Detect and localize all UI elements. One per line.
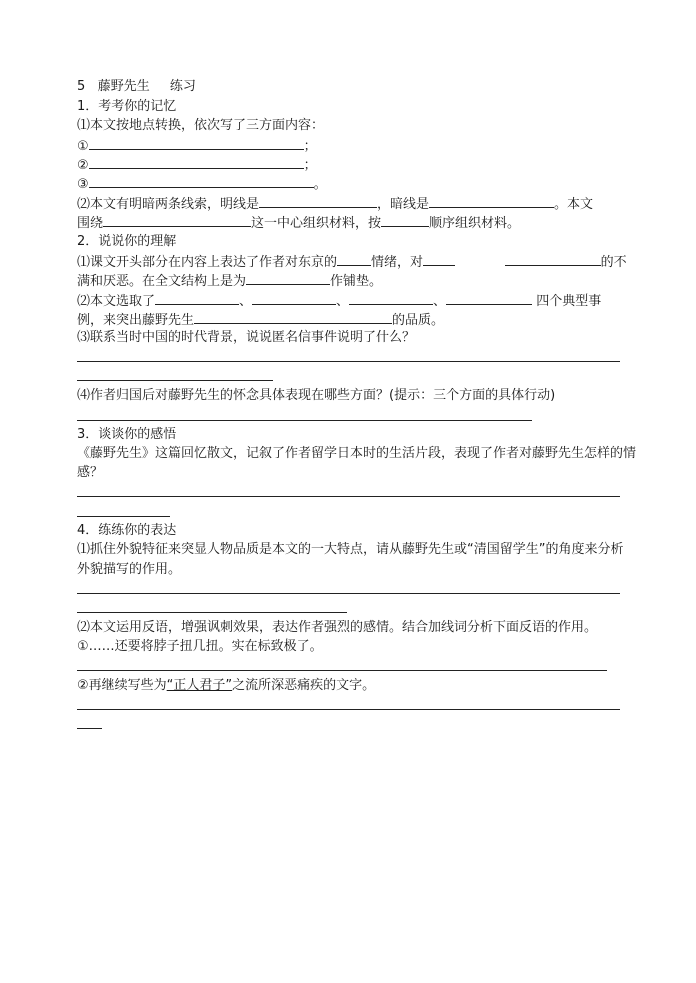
lesson-suffix: 练习 xyxy=(169,79,196,94)
answer-blank[interactable] xyxy=(505,253,601,266)
lesson-name: 藤野先生 xyxy=(97,79,150,94)
s4-question-1-line-2: 外貌描写的作用。 xyxy=(77,562,182,577)
answer-blank[interactable] xyxy=(155,292,239,305)
s4-question-2: ⑵本文运用反语，增强讽刺效果，表达作者强烈的感情。结合加线词分析下面反语的作用。 xyxy=(77,620,598,635)
answer-blank[interactable] xyxy=(381,214,429,227)
section-1-heading: 1．考考你的记忆 xyxy=(77,99,177,114)
underlined-phrase: “正人君子” xyxy=(166,678,233,693)
s2-question-3: ⑶联系当时中国的时代背景，说说匿名信事件说明了什么？ xyxy=(77,330,416,345)
s2-question-4: ⑷作者归国后对藤野先生的怀念具体表现在哪些方面？(提示：三个方面的具体行动) xyxy=(77,388,556,403)
s4-question-1-line-1: ⑴抓住外貌特征来突显人物品质是本文的一大特点，请从藤野先生或“清国留学生”的角度来分析 xyxy=(77,542,624,557)
s1-question-2-line-1: ⑵本文有明暗两条线索，明线是 ，暗线是 。本文 xyxy=(77,197,594,212)
s2-question-2-line-1: ⑵本文选取了 、 、 、 四个典型事 xyxy=(77,294,602,309)
s1-answer-1-row xyxy=(77,137,317,155)
section-3-heading: 3．谈谈你的感悟 xyxy=(77,427,177,442)
s1-question-1: ⑴本文按地点转换，依次写了三方面内容： xyxy=(77,118,325,133)
s2-question-1-line-2: 满和厌恶。在全文结构上是为 作铺垫。 xyxy=(77,274,383,289)
answer-line[interactable] xyxy=(77,496,620,497)
s2-question-2-line-2: 例，来突出藤野先生 的品质。 xyxy=(77,313,445,328)
marker-1: ① xyxy=(77,139,89,154)
answer-blank[interactable] xyxy=(429,195,554,208)
s3-question-line-2: 感？ xyxy=(77,465,104,480)
s1-answer-3-row xyxy=(77,175,327,193)
answer-line[interactable] xyxy=(77,612,347,613)
answer-line[interactable] xyxy=(77,593,620,594)
page-title xyxy=(77,79,196,95)
answer-line[interactable] xyxy=(77,670,607,671)
answer-line[interactable] xyxy=(77,728,102,729)
s1-question-2-line-2: 围绕 这一中心组织材料，按 顺序组织材料。 xyxy=(77,216,521,231)
answer-line[interactable] xyxy=(77,709,620,710)
s1-answer-2-row xyxy=(77,156,317,174)
answer-blank[interactable] xyxy=(252,292,336,305)
answer-blank[interactable] xyxy=(89,156,304,169)
answer-blank[interactable] xyxy=(89,137,304,150)
answer-blank[interactable] xyxy=(103,214,251,227)
semicolon: ； xyxy=(303,158,317,173)
marker-3: ③ xyxy=(77,177,89,192)
answer-line[interactable] xyxy=(77,516,170,517)
s2-question-1-line-1: ⑴课文开头部分在内容上表达了作者对东京的 情绪，对 的不 xyxy=(77,255,627,270)
answer-blank[interactable] xyxy=(246,272,330,285)
answer-blank[interactable] xyxy=(89,175,314,188)
answer-blank[interactable] xyxy=(259,195,377,208)
s4-item-1: ①……还要将脖子扭几扭。实在标致极了。 xyxy=(77,639,323,654)
answer-line[interactable] xyxy=(77,420,532,421)
answer-line[interactable] xyxy=(77,361,620,362)
s4-item-2: ②再继续写些为“正人君子”之流所深恶痛疾的文字。 xyxy=(77,678,376,693)
semicolon: ； xyxy=(303,139,317,154)
answer-blank[interactable] xyxy=(194,311,392,324)
answer-blank[interactable] xyxy=(337,253,371,266)
s3-question-line-1: 《藤野先生》这篇回忆散文，记叙了作者留学日本时的生活片段，表现了作者对藤野先生怎样的情 xyxy=(77,446,637,461)
period: 。 xyxy=(313,177,327,192)
marker-2: ② xyxy=(77,158,89,173)
answer-blank[interactable] xyxy=(349,292,433,305)
answer-blank[interactable] xyxy=(446,292,532,305)
answer-line[interactable] xyxy=(77,380,273,381)
section-4-heading: 4．练练你的表达 xyxy=(77,523,177,538)
answer-blank[interactable] xyxy=(423,253,455,266)
section-2-heading: 2．说说你的理解 xyxy=(77,234,177,249)
lesson-number: 5 xyxy=(77,79,86,94)
